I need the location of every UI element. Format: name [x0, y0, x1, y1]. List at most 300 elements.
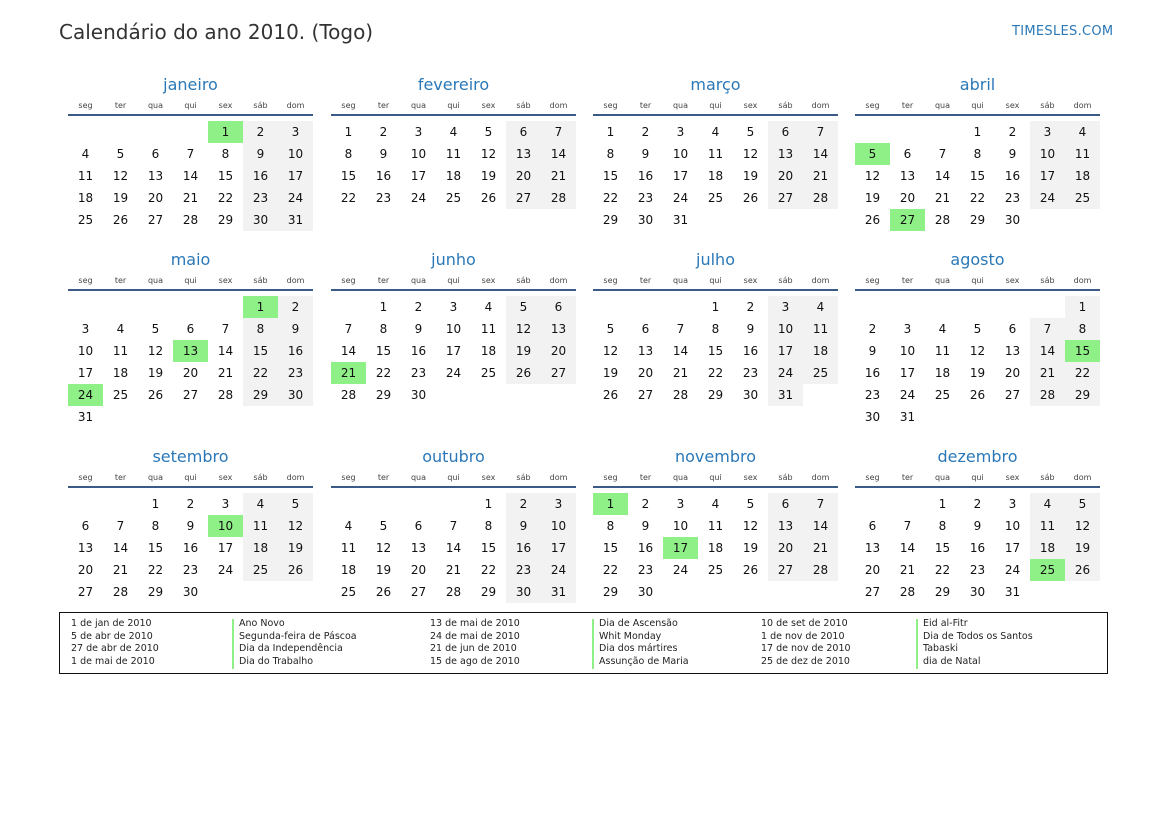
day-cell: 22: [217, 191, 234, 205]
day-cell: 28: [112, 585, 129, 599]
day-cell: 16: [637, 169, 654, 183]
weekday-label: dom: [549, 101, 568, 110]
day-cell: 6: [868, 519, 877, 533]
day-cell: 22: [147, 563, 164, 577]
legend-date: 1 de jan de 2010: [71, 618, 152, 629]
day-cell: 20: [637, 366, 654, 380]
day-cell: 1: [1065, 296, 1100, 318]
day-cell: 11: [707, 519, 724, 533]
day-cell: 10: [541, 515, 576, 537]
day-cell: 30: [864, 410, 881, 424]
day-cell: 5: [746, 125, 755, 139]
month-header-rule: [855, 289, 1100, 291]
weekday-label: dom: [811, 276, 830, 285]
day-cell: 13: [1004, 344, 1021, 358]
day-cell: 30: [637, 213, 654, 227]
day-cell: 11: [77, 169, 94, 183]
day-cell: 8: [484, 519, 493, 533]
month-name: março: [690, 75, 741, 94]
legend-holiday-name: Ano Novo: [239, 618, 285, 629]
weekday-label: ter: [901, 473, 914, 482]
day-cell: 20: [768, 537, 803, 559]
day-cell: 18: [1065, 165, 1100, 187]
day-cell: 7: [803, 121, 838, 143]
legend-holiday-swatch: [916, 619, 918, 669]
day-cell: 25: [243, 559, 278, 581]
holiday-day-cell: 13: [173, 340, 208, 362]
day-cell: 19: [480, 169, 497, 183]
day-cell: 10: [1030, 143, 1065, 165]
legend-names-col-3: [923, 618, 1033, 669]
weekday-label: ter: [377, 101, 390, 110]
day-cell: 12: [278, 515, 313, 537]
weekday-label: dom: [1073, 473, 1092, 482]
weekday-label: qui: [971, 276, 984, 285]
day-cell: 11: [243, 515, 278, 537]
day-cell: 19: [969, 366, 986, 380]
month-header-rule: [68, 486, 313, 488]
weekday-label: sex: [1005, 101, 1020, 110]
day-cell: 31: [541, 581, 576, 603]
day-cell: 22: [969, 191, 986, 205]
day-cell: 12: [506, 318, 541, 340]
day-cell: 6: [641, 322, 650, 336]
day-cell: 28: [340, 388, 357, 402]
day-cell: 1: [344, 125, 353, 139]
day-cell: 2: [379, 125, 388, 139]
month-header-rule: [331, 289, 576, 291]
month-name: fevereiro: [417, 75, 490, 94]
day-cell: 30: [969, 585, 986, 599]
day-cell: 2: [414, 300, 423, 314]
day-cell: 26: [969, 388, 986, 402]
day-cell: 27: [864, 585, 881, 599]
day-cell: 24: [899, 388, 916, 402]
weekday-label: qua: [147, 473, 164, 482]
day-cell: 2: [186, 497, 195, 511]
weekday-label: ter: [639, 101, 652, 110]
day-cell: 30: [182, 585, 199, 599]
weekday-label: dom: [1073, 101, 1092, 110]
month-name: julho: [696, 250, 735, 269]
weekday-label: dom: [549, 473, 568, 482]
weekday-label: dom: [286, 276, 305, 285]
day-cell: 17: [899, 366, 916, 380]
day-cell: 14: [112, 541, 129, 555]
day-cell: 1: [973, 125, 982, 139]
day-cell: 29: [375, 388, 392, 402]
day-cell: 14: [899, 541, 916, 555]
day-cell: 17: [445, 344, 462, 358]
day-cell: 7: [803, 493, 838, 515]
month-name: dezembro: [937, 447, 1018, 466]
month-name: maio: [170, 250, 211, 269]
day-cell: 15: [375, 344, 392, 358]
weekday-label: qui: [447, 473, 460, 482]
day-cell: 3: [1030, 121, 1065, 143]
holiday-day-cell: 1: [243, 296, 278, 318]
weekday-label: ter: [114, 101, 127, 110]
day-cell: 11: [112, 344, 129, 358]
weekday-label: dom: [286, 473, 305, 482]
day-cell: 22: [602, 191, 619, 205]
weekday-label: sáb: [778, 101, 793, 110]
day-cell: 3: [768, 296, 803, 318]
day-cell: 18: [243, 537, 278, 559]
legend-holiday-swatch: [232, 619, 234, 669]
month-name: abril: [959, 75, 996, 94]
day-cell: 10: [672, 519, 689, 533]
day-cell: 7: [903, 519, 912, 533]
day-cell: 18: [112, 366, 129, 380]
day-cell: 9: [746, 322, 755, 336]
day-cell: 19: [147, 366, 164, 380]
month-header-rule: [855, 486, 1100, 488]
weekday-label: seg: [341, 101, 356, 110]
legend-holiday-name: Assunção de Maria: [599, 656, 689, 668]
day-cell: 5: [484, 125, 493, 139]
day-cell: 26: [480, 191, 497, 205]
day-cell: 12: [147, 344, 164, 358]
day-cell: 28: [672, 388, 689, 402]
day-cell: 12: [480, 147, 497, 161]
day-cell: 26: [742, 191, 759, 205]
day-cell: 23: [375, 191, 392, 205]
day-cell: 17: [672, 169, 689, 183]
day-cell: 4: [711, 497, 720, 511]
day-cell: 9: [243, 143, 278, 165]
weekday-label: qui: [184, 276, 197, 285]
day-cell: 21: [934, 191, 951, 205]
day-cell: 6: [414, 519, 423, 533]
day-cell: 21: [541, 165, 576, 187]
day-cell: 4: [938, 322, 947, 336]
day-cell: 2: [973, 497, 982, 511]
day-cell: 3: [903, 322, 912, 336]
day-cell: 11: [934, 344, 951, 358]
weekday-label: sex: [218, 276, 233, 285]
day-cell: 7: [541, 121, 576, 143]
holiday-day-cell: 17: [663, 537, 698, 559]
day-cell: 20: [1004, 366, 1021, 380]
brand-link[interactable]: TIMESLES.COM: [1012, 24, 1114, 39]
day-cell: 23: [243, 187, 278, 209]
day-cell: 13: [768, 515, 803, 537]
day-cell: 11: [1065, 143, 1100, 165]
day-cell: 24: [410, 191, 427, 205]
day-cell: 1: [606, 125, 615, 139]
day-cell: 9: [506, 515, 541, 537]
day-cell: 4: [116, 322, 125, 336]
day-cell: 7: [186, 147, 195, 161]
day-cell: 15: [602, 541, 619, 555]
day-cell: 17: [1004, 541, 1021, 555]
day-cell: 23: [637, 191, 654, 205]
weekday-label: seg: [603, 473, 618, 482]
day-cell: 7: [1030, 318, 1065, 340]
holiday-day-cell: 27: [890, 209, 925, 231]
weekday-label: sáb: [253, 276, 268, 285]
weekday-label: sex: [481, 276, 496, 285]
day-cell: 15: [243, 340, 278, 362]
day-cell: 29: [147, 585, 164, 599]
day-cell: 11: [480, 322, 497, 336]
day-cell: 27: [147, 213, 164, 227]
day-cell: 25: [445, 191, 462, 205]
day-cell: 17: [278, 165, 313, 187]
weekday-label: sex: [1005, 276, 1020, 285]
month-header-rule: [593, 114, 838, 116]
weekday-label: sáb: [516, 473, 531, 482]
day-cell: 20: [864, 563, 881, 577]
day-cell: 22: [707, 366, 724, 380]
day-cell: 22: [480, 563, 497, 577]
day-cell: 15: [969, 169, 986, 183]
day-cell: 12: [742, 147, 759, 161]
legend-dates-col-3: [761, 618, 851, 669]
holiday-day-cell: 10: [208, 515, 243, 537]
day-cell: 21: [182, 191, 199, 205]
day-cell: 1: [151, 497, 160, 511]
day-cell: 19: [742, 541, 759, 555]
day-cell: 9: [868, 344, 877, 358]
day-cell: 30: [742, 388, 759, 402]
legend-date: 24 de mai de 2010: [430, 630, 520, 642]
day-cell: 1: [379, 300, 388, 314]
day-cell: 26: [864, 213, 881, 227]
weekday-label: dom: [286, 101, 305, 110]
legend-date: 27 de abr de 2010: [71, 643, 159, 655]
day-cell: 13: [768, 143, 803, 165]
legend-holiday-swatch: [592, 619, 594, 669]
weekday-label: seg: [341, 276, 356, 285]
month-header-rule: [68, 289, 313, 291]
day-cell: 17: [768, 340, 803, 362]
day-cell: 24: [672, 191, 689, 205]
day-cell: 3: [541, 493, 576, 515]
day-cell: 4: [484, 300, 493, 314]
day-cell: 24: [672, 563, 689, 577]
day-cell: 23: [969, 563, 986, 577]
day-cell: 17: [410, 169, 427, 183]
weekday-label: qui: [971, 101, 984, 110]
day-cell: 14: [182, 169, 199, 183]
day-cell: 10: [1004, 519, 1021, 533]
weekday-label: qui: [709, 101, 722, 110]
day-cell: 9: [973, 519, 982, 533]
day-cell: 15: [217, 169, 234, 183]
day-cell: 21: [672, 366, 689, 380]
day-cell: 19: [742, 169, 759, 183]
day-cell: 20: [77, 563, 94, 577]
day-cell: 8: [973, 147, 982, 161]
day-cell: 30: [637, 585, 654, 599]
day-cell: 14: [541, 143, 576, 165]
day-cell: 31: [899, 410, 916, 424]
day-cell: 31: [1004, 585, 1021, 599]
day-cell: 20: [899, 191, 916, 205]
day-cell: 2: [1008, 125, 1017, 139]
day-cell: 6: [768, 493, 803, 515]
weekday-label: seg: [865, 473, 880, 482]
day-cell: 5: [379, 519, 388, 533]
day-cell: 31: [278, 209, 313, 231]
weekday-label: sex: [743, 276, 758, 285]
day-cell: 12: [112, 169, 129, 183]
day-cell: 22: [340, 191, 357, 205]
legend-date: 21 de jun de 2010: [430, 643, 517, 655]
day-cell: 5: [151, 322, 160, 336]
day-cell: 8: [938, 519, 947, 533]
day-cell: 11: [803, 318, 838, 340]
legend-date: 25 de dez de 2010: [761, 656, 850, 668]
month-header-rule: [331, 486, 576, 488]
day-cell: 31: [77, 410, 94, 424]
day-cell: 5: [278, 493, 313, 515]
day-cell: 3: [449, 300, 458, 314]
day-cell: 28: [217, 388, 234, 402]
day-cell: 11: [445, 147, 462, 161]
legend-holiday-name: Dia de Ascensão: [599, 618, 678, 629]
day-cell: 4: [243, 493, 278, 515]
weekday-label: seg: [603, 276, 618, 285]
day-cell: 4: [81, 147, 90, 161]
month-header-rule: [855, 114, 1100, 116]
weekday-label: seg: [78, 101, 93, 110]
day-cell: 4: [711, 125, 720, 139]
day-cell: 25: [340, 585, 357, 599]
day-cell: 15: [707, 344, 724, 358]
day-cell: 2: [746, 300, 755, 314]
day-cell: 2: [243, 121, 278, 143]
day-cell: 29: [602, 585, 619, 599]
day-cell: 26: [1065, 559, 1100, 581]
legend-holiday-name: Whit Monday: [599, 630, 662, 642]
legend-names-col-2: [599, 618, 689, 669]
day-cell: 7: [344, 322, 353, 336]
day-cell: 23: [864, 388, 881, 402]
month-header-rule: [68, 114, 313, 116]
day-cell: 25: [77, 213, 94, 227]
day-cell: 29: [217, 213, 234, 227]
weekday-label: seg: [865, 276, 880, 285]
day-cell: 19: [864, 191, 881, 205]
month-name: agosto: [950, 250, 1005, 269]
day-cell: 3: [278, 121, 313, 143]
day-cell: 3: [1008, 497, 1017, 511]
day-cell: 6: [903, 147, 912, 161]
day-cell: 11: [1030, 515, 1065, 537]
day-cell: 12: [969, 344, 986, 358]
day-cell: 12: [375, 541, 392, 555]
day-cell: 8: [1065, 318, 1100, 340]
weekday-label: sex: [481, 101, 496, 110]
day-cell: 13: [541, 318, 576, 340]
day-cell: 1: [938, 497, 947, 511]
legend-date: 1 de mai de 2010: [71, 656, 155, 668]
day-cell: 27: [410, 585, 427, 599]
weekday-label: ter: [377, 276, 390, 285]
weekday-label: qua: [147, 101, 164, 110]
weekday-label: sáb: [516, 101, 531, 110]
weekday-label: sex: [218, 101, 233, 110]
day-cell: 13: [410, 541, 427, 555]
day-cell: 16: [410, 344, 427, 358]
day-cell: 13: [77, 541, 94, 555]
day-cell: 10: [768, 318, 803, 340]
day-cell: 3: [414, 125, 423, 139]
day-cell: 3: [81, 322, 90, 336]
day-cell: 27: [182, 388, 199, 402]
day-cell: 16: [243, 165, 278, 187]
weekday-label: ter: [901, 276, 914, 285]
day-cell: 7: [116, 519, 125, 533]
day-cell: 11: [707, 147, 724, 161]
day-cell: 11: [340, 541, 357, 555]
day-cell: 28: [1030, 384, 1065, 406]
day-cell: 25: [707, 191, 724, 205]
day-cell: 27: [506, 187, 541, 209]
day-cell: 13: [899, 169, 916, 183]
day-cell: 25: [480, 366, 497, 380]
weekday-label: dom: [1073, 276, 1092, 285]
day-cell: 14: [340, 344, 357, 358]
holiday-day-cell: 25: [1030, 559, 1065, 581]
day-cell: 5: [1065, 493, 1100, 515]
weekday-label: qui: [184, 101, 197, 110]
day-cell: 18: [934, 366, 951, 380]
weekday-label: sex: [481, 473, 496, 482]
day-cell: 26: [112, 213, 129, 227]
legend-holiday-name: dia de Natal: [923, 656, 981, 668]
day-cell: 19: [278, 537, 313, 559]
day-cell: 16: [1004, 169, 1021, 183]
weekday-label: qui: [184, 473, 197, 482]
weekday-label: seg: [341, 473, 356, 482]
day-cell: 6: [506, 121, 541, 143]
day-cell: 21: [112, 563, 129, 577]
legend-dates-col-2: [430, 618, 520, 669]
month-name: junho: [431, 250, 476, 269]
weekday-label: sáb: [253, 101, 268, 110]
day-cell: 27: [77, 585, 94, 599]
day-cell: 17: [541, 537, 576, 559]
day-cell: 28: [182, 213, 199, 227]
page-title: Calendário do ano 2010. (Togo): [59, 20, 374, 44]
day-cell: 4: [1030, 493, 1065, 515]
legend-holiday-name: Dia do Trabalho: [239, 656, 314, 668]
day-cell: 9: [641, 519, 650, 533]
day-cell: 25: [934, 388, 951, 402]
day-cell: 14: [934, 169, 951, 183]
day-cell: 25: [707, 563, 724, 577]
day-cell: 26: [602, 388, 619, 402]
weekday-label: seg: [78, 276, 93, 285]
weekday-label: qua: [934, 101, 951, 110]
day-cell: 29: [1065, 384, 1100, 406]
weekday-label: sáb: [778, 473, 793, 482]
weekday-label: ter: [377, 473, 390, 482]
day-cell: 1: [484, 497, 493, 511]
weekday-label: seg: [78, 473, 93, 482]
day-cell: 16: [375, 169, 392, 183]
day-cell: 6: [151, 147, 160, 161]
legend-date: 15 de ago de 2010: [430, 656, 520, 668]
weekday-label: sex: [743, 101, 758, 110]
day-cell: 29: [602, 213, 619, 227]
weekday-label: ter: [639, 276, 652, 285]
day-cell: 23: [1004, 191, 1021, 205]
